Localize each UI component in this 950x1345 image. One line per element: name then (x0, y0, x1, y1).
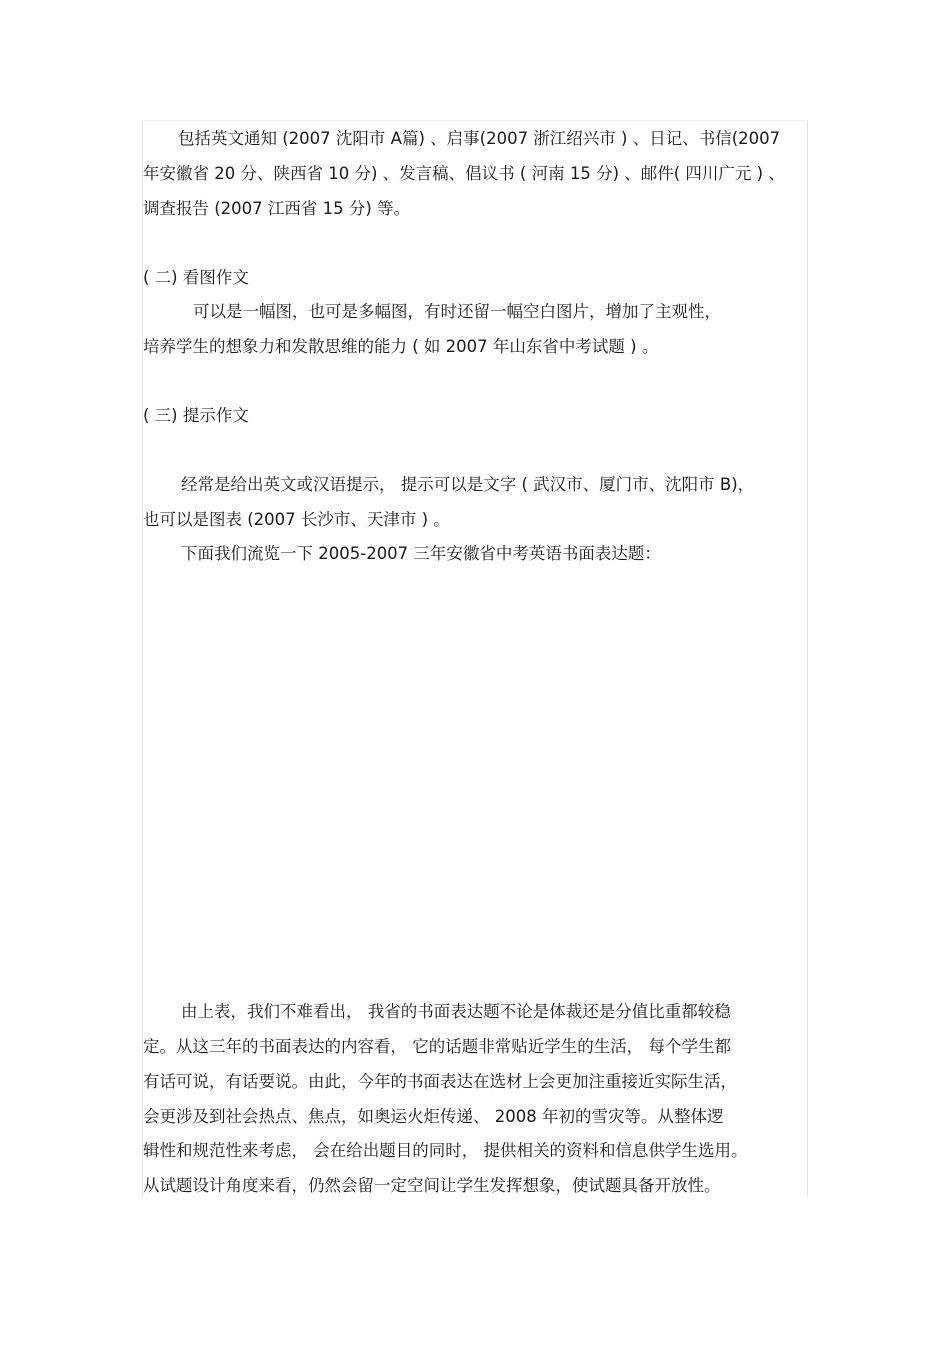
section2-line-1: 可以是一幅图，也可是多幅图，有时还留一幅空白图片，增加了主观性， (193, 302, 721, 321)
conclusion-line-3: 有话可说，有话要说。由此，今年的书面表达在选材上会更加注重接近实际生活， (143, 1072, 737, 1091)
conclusion-line-4: 会更涉及到社会热点、焦点，如奥运火炬传递、 2008 年初的雪灾等。从整体逻 (143, 1107, 724, 1126)
section2-line-2: 培养学生的想象力和发散思维的能力 ( 如 2007 年山东省中考试题 ) 。 (143, 337, 659, 356)
intro-line-2: 年安徽省 20 分、陕西省 10 分) 、发言稿、倡议书 ( 河南 15 分) 、邮件( 四川广元 ) 、 (143, 164, 785, 183)
section3-line-2: 也可以是图表 (2007 长沙市、天津市 ) 。 (143, 510, 450, 529)
intro-line-3: 调查报告 (2007 江西省 15 分) 等。 (143, 199, 411, 218)
section3-line-1: 经常是给出英文或汉语提示， 提示可以是文字 ( 武汉市、厦门市、沈阳市 B)， (181, 475, 755, 494)
conclusion-line-5: 辑性和规范性来考虑， 会在给出题目的同时， 提供相关的资料和信息供学生选用。 (143, 1141, 748, 1160)
section-heading-picture-writing: ( 二) 看图作文 (143, 268, 249, 287)
conclusion-line-6: 从试题设计角度来看，仍然会留一定空间让学生发挥想象，使试题具备开放性。 (143, 1176, 721, 1195)
intro-line-1: 包括英文通知 (2007 沈阳市 A篇) 、启事(2007 浙江绍兴市 ) 、日记、书信(2007 (178, 129, 781, 148)
conclusion-line-2: 定。从这三年的书面表达的内容看， 它的话题非常贴近学生的生活， 每个学生都 (143, 1037, 731, 1056)
conclusion-line-1: 由上表，我们不难看出， 我省的书面表达题不论是体裁还是分值比重都较稳 (181, 1002, 731, 1021)
section3-line-3: 下面我们流览一下 2005-2007 三年安徽省中考英语书面表达题： (181, 544, 661, 563)
section-heading-prompt-writing: ( 三) 提示作文 (143, 406, 249, 425)
